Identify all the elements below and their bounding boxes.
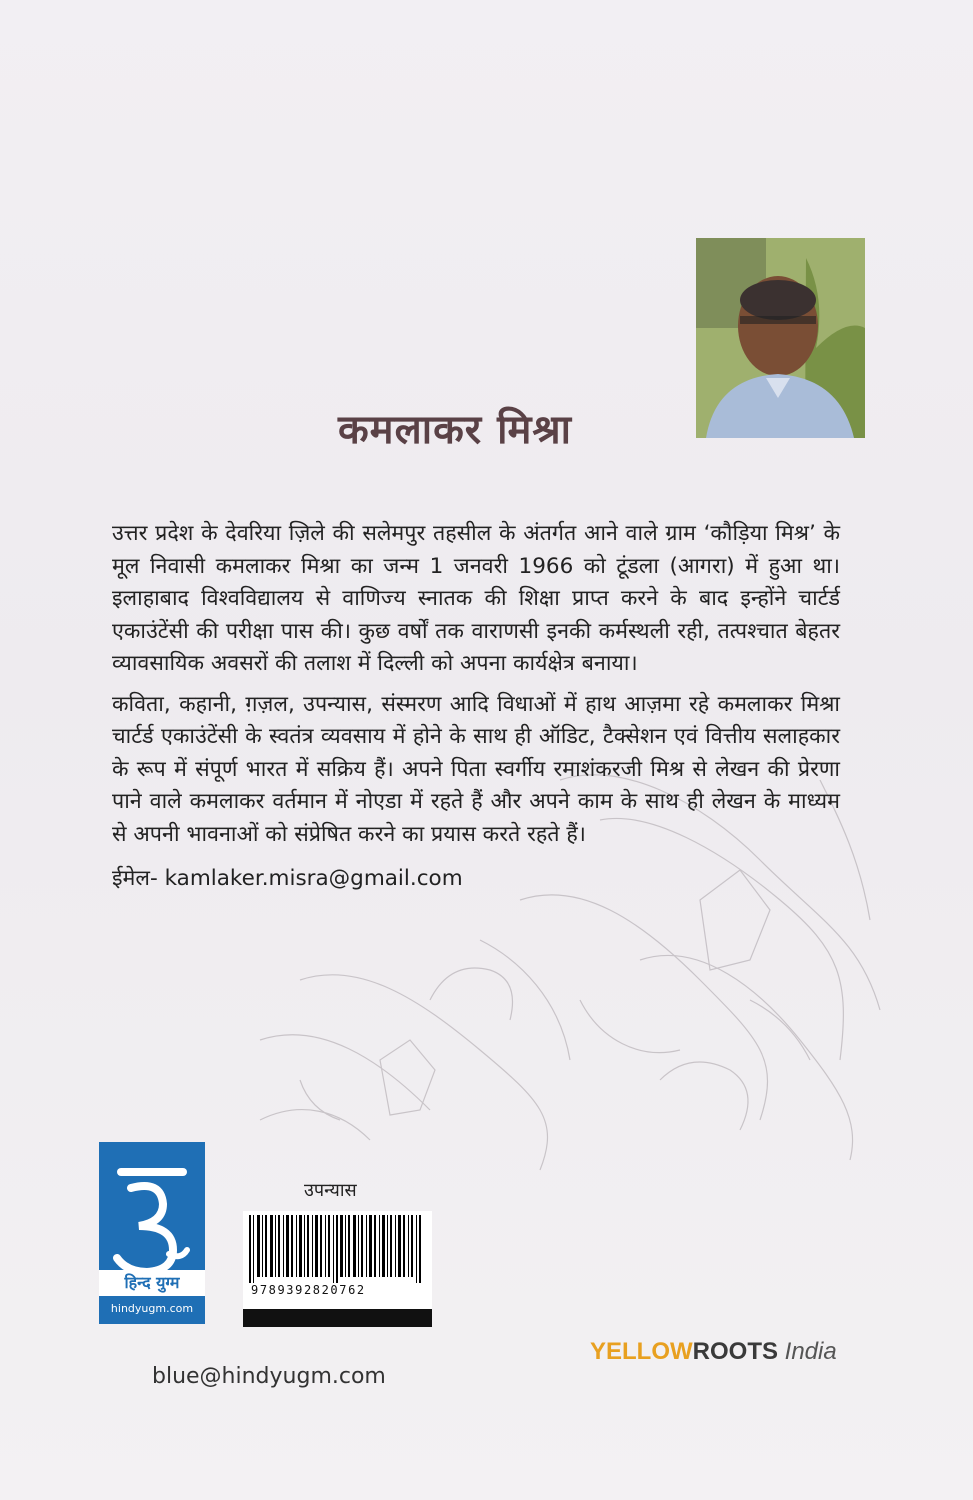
logo-url: hindyugm.com (110, 1302, 194, 1315)
publisher-email: blue@hindyugm.com (152, 1364, 386, 1389)
isbn-barcode (243, 1211, 432, 1327)
publisher-logo (99, 1142, 205, 1324)
bio-paragraph-2: कविता, कहानी, ग़ज़ल, उपन्यास, संस्मरण आदि विधाओं में हाथ आज़मा रहे कमलाकर मिश्रा चार्टर्ड एकाउंटेंसी के स्वतंत्र व्यवसाय में होने के साथ ही ऑडिट, टैक्सेशन एवं वित्तीय सलाहकार के रूप में संपूर्ण भारत में सक्रिय हैं। अपने पिता स्वर्गीय रमाशंकरजी मिश्र से लेखन की प्रेरणा पाने वाले कमलाकर वर्तमान में नोएडा में रहते हैं और अपने काम के साथ ही लेखन के माध्यम से अपनी भावनाओं को संप्रेषित करने का प्रयास करते रहते हैं। (112, 691, 840, 847)
publisher-part-roots: ROOTS (692, 1338, 778, 1365)
author-photo (696, 238, 865, 438)
author-name: कमलाकर मिश्रा (337, 407, 573, 453)
isbn-number: 9789392820762 (251, 1283, 366, 1297)
genre-label: उपन्यास (304, 1180, 357, 1201)
bio-paragraph-1: उत्तर प्रदेश के देवरिया ज़िले की सलेमपुर तहसील के अंतर्गत आने वाले ग्राम ‘कौड़िया मिश्र’ के मूल निवासी कमलाकर मिश्रा का जन्म 1 जनवरी 1966 को टूंडला (आगरा) में हुआ था। इलाहाबाद विश्वविद्यालय से वाणिज्य स्नातक की शिक्षा प्राप्त करने के बाद इन्होंने चार्टर्ड एकाउंटेंसी की परीक्षा पास की। कुछ वर्षों तक वाराणसी इनकी कर्मस्थली रही, तत्पश्चात बेहतर व्यावसायिक अवसरों की तलाश में दिल्ली को अपना कार्यक्षेत्र बनाया। (112, 521, 840, 676)
barcode-icon (249, 1215, 426, 1283)
barcode-strip (243, 1309, 432, 1327)
publisher-part-yellow: YELLOW (590, 1338, 693, 1365)
ha-letter-icon (99, 1154, 205, 1274)
author-bio (112, 518, 840, 892)
publisher-brand (590, 1338, 837, 1366)
author-email: ईमेल- kamlaker.misra@gmail.com (112, 866, 463, 891)
logo-name: हिन्द युग्म (99, 1270, 205, 1296)
publisher-part-india: India (778, 1338, 837, 1365)
